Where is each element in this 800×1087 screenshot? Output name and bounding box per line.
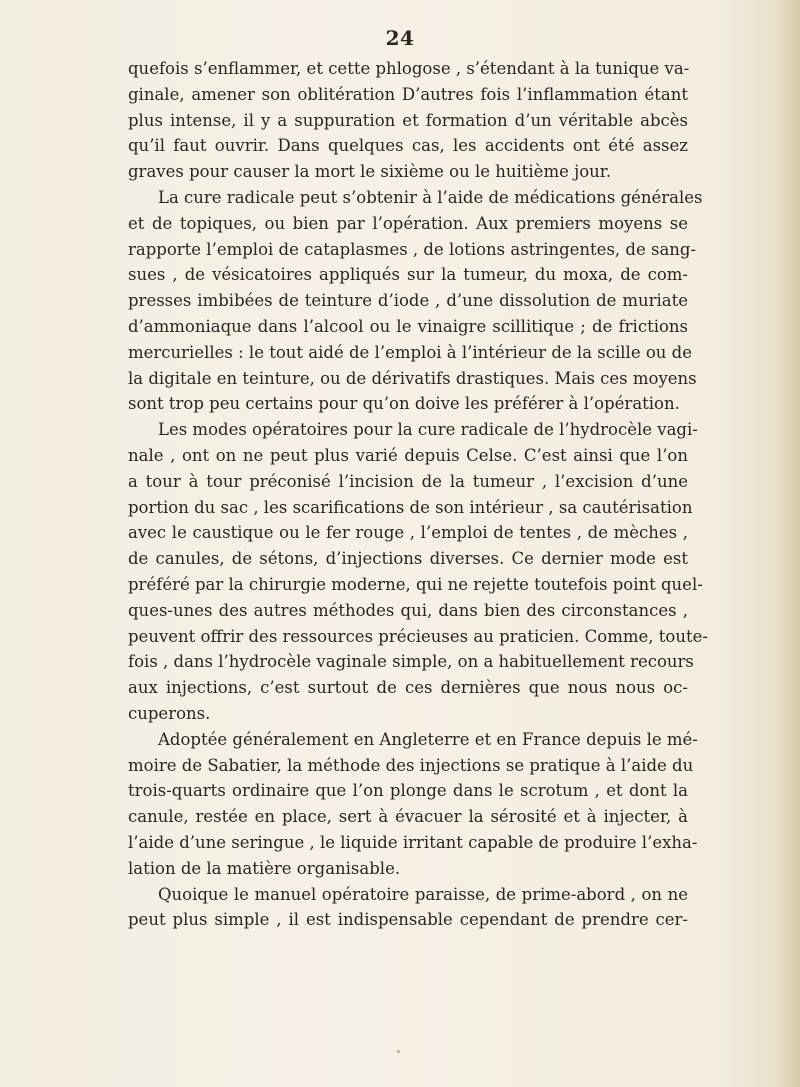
text-line: Les modes opératoires pour la cure radicale de l’hydrocèle vagi- [158,420,698,440]
text-line: a tour à tour préconisé l’incision de la tumeur , l’excision d’une [128,471,688,491]
text-line: Quoique le manuel opératoire paraisse, de prime-abord , on ne [158,884,688,904]
text-line: ginale, amener son oblitération D’autres fois l’inflammation étant [128,84,688,104]
text-line: ques-unes des autres méthodes qui, dans bien des circonstances , [128,600,688,620]
text-line: qu’il faut ouvrir. Dans quelques cas, les accidents ont été assez [128,136,688,156]
paper-speck [397,1050,400,1053]
text-line: sont trop peu certains pour qu’on doive les préférer à l’opération. [128,394,680,414]
text-line: aux injections, c’est surtout de ces dernières que nous nous oc- [128,678,688,698]
text-line: peuvent offrir des ressources précieuses au praticien. Comme, toute- [128,626,708,646]
text-line: l’aide d’une seringue , le liquide irritant capable de produire l’exha- [128,832,698,852]
text-line: d’ammoniaque dans l’alcool ou le vinaigre scillitique ; de frictions [128,316,688,336]
text-line: graves pour causer la mort le sixième ou le huitième jour. [128,162,612,182]
text-line: quefois s’enflammer, et cette phlogose , s’étendant à la tunique va- [128,59,690,78]
text-line: sues , de vésicatoires appliqués sur la tumeur, du moxa, de com- [128,265,688,285]
text-line: presses imbibées de teinture d’iode , d’une dissolution de muriate [128,291,688,311]
text-line: portion du sac , les scarifications de son intérieur , sa cautérisation [128,497,693,517]
text-line: avec le caustique ou le fer rouge , l’emploi de tentes , de mèches , [128,523,688,543]
text-line: Adoptée généralement en Angleterre et en France depuis le mé- [158,729,698,749]
page-number: 24 [385,26,415,50]
text-line: et de topiques, ou bien par l’opération. Aux premiers moyens se [128,213,688,233]
text-line: nale , ont on ne peut plus varié depuis Celse. C’est ainsi que l’on [128,445,688,465]
text-line: fois , dans l’hydrocèle vaginale simple, on a habituellement recours [128,652,694,672]
text-line: trois-quarts ordinaire que l’on plonge dans le scrotum , et dont la [128,781,688,801]
text-line: préféré par la chirurgie moderne, qui ne rejette toutefois point quel- [128,574,703,594]
text-line: rapporte l’emploi de cataplasmes , de lotions astringentes, de sang- [128,239,697,259]
text-line: de canules, de sétons, d’injections diverses. Ce dernier mode est [128,549,688,569]
text-line: canule, restée en place, sert à évacuer la sérosité et à injecter, à [128,807,688,827]
text-line: moire de Sabatier, la méthode des injections se pratique à l’aide du [128,755,694,775]
body-text [128,56,708,933]
text-line: mercurielles : le tout aidé de l’emploi à l’intérieur de la scille ou de [128,342,692,362]
text-line: plus intense, il y a suppuration et formation d’un véritable abcès [128,110,688,130]
text-line: peut plus simple , il est indispensable cependant de prendre cer- [128,910,688,930]
text-line: La cure radicale peut s’obtenir à l’aide de médications générales [158,187,703,207]
text-line: la digitale en teinture, ou de dérivatifs drastiques. Mais ces moyens [128,368,697,388]
text-line: cuperons. [128,703,211,723]
text-line: lation de la matière organisable. [128,858,401,878]
